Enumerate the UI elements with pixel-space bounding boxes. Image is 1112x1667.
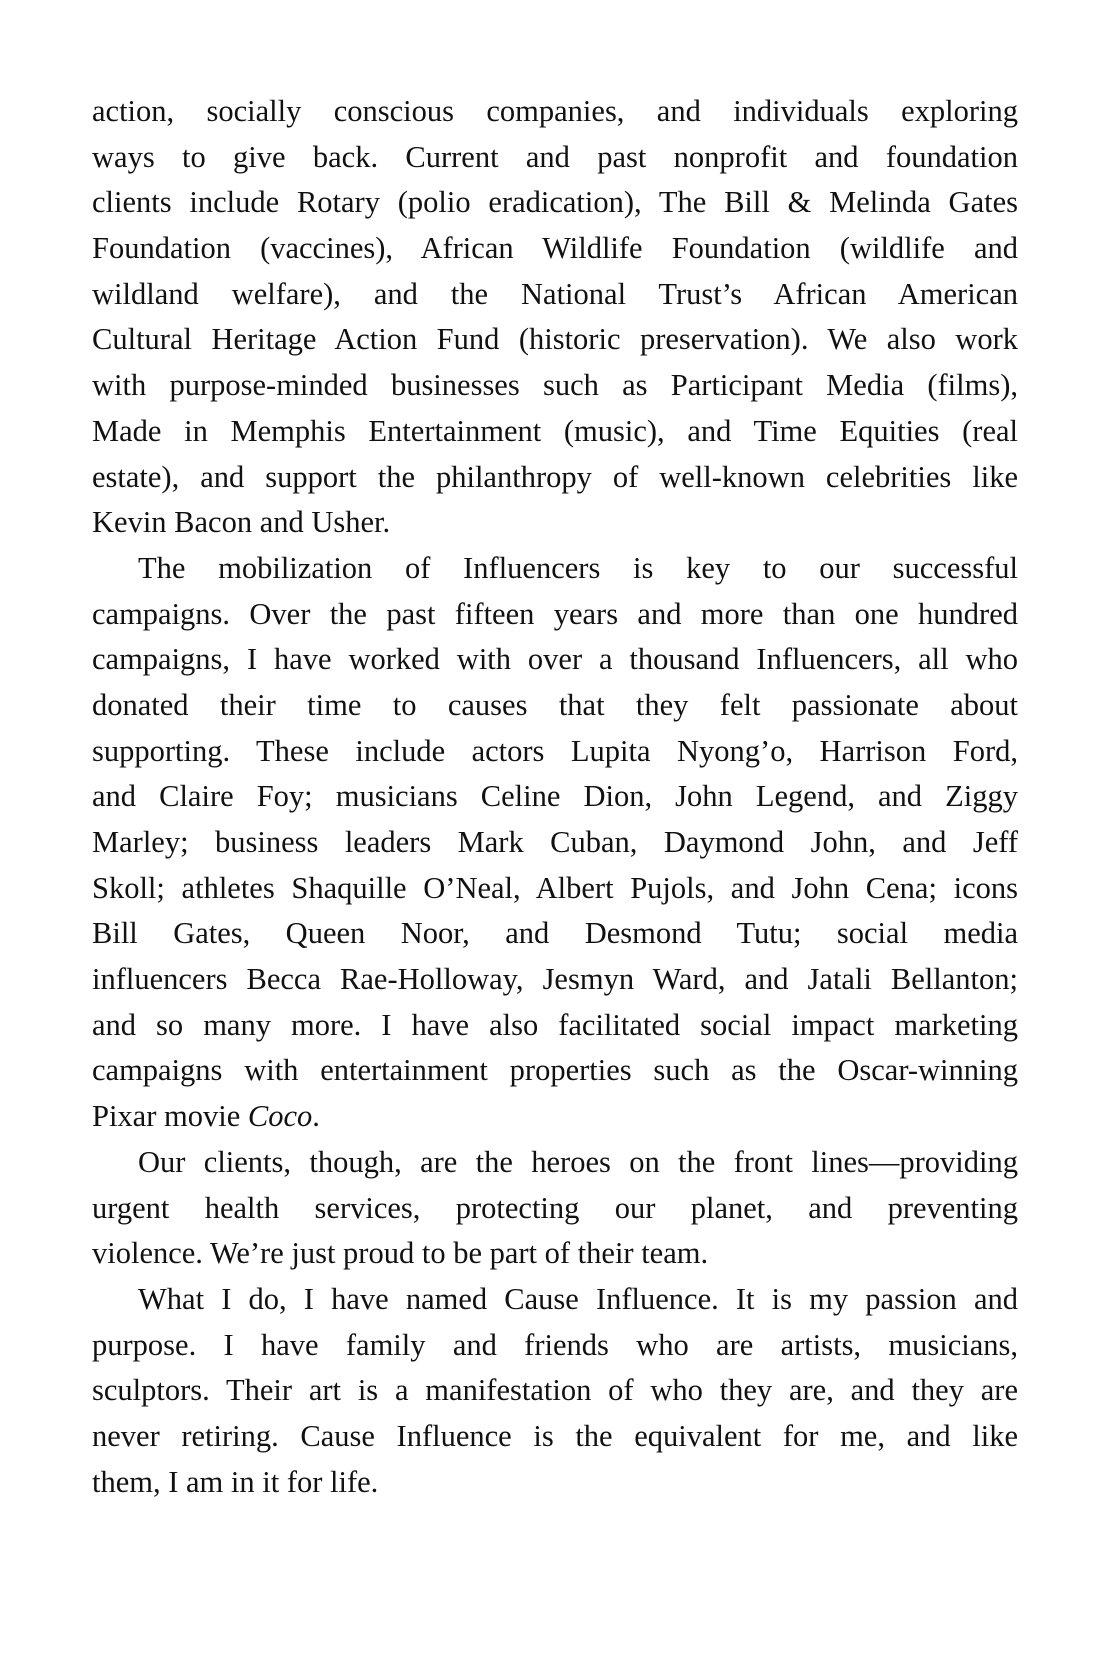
text-line: campaigns, I have worked with over a thousand Influencers, all who [92, 642, 1018, 677]
text-fragment: . [312, 1099, 320, 1134]
text-line: Bill Gates, Queen Noor, and Desmond Tutu; social media [92, 916, 1018, 951]
text-line: supporting. These include actors Lupita Nyong’o, Harrison Ford, [92, 733, 1018, 768]
text-line: influencers Becca Rae-Holloway, Jesmyn Ward, and Jatali Bellanton; [92, 962, 1018, 997]
text-line: Cultural Heritage Action Fund (historic preservation). We also work [92, 322, 1018, 357]
book-page [92, 89, 1018, 1505]
text-line: never retiring. Cause Influence is the equivalent for me, and like [92, 1418, 1018, 1453]
text-line: and Claire Foy; musicians Celine Dion, John Legend, and Ziggy [92, 779, 1018, 814]
text-line: Skoll; athletes Shaquille O’Neal, Albert Pujols, and John Cena; icons [92, 870, 1018, 905]
text-line: action, socially conscious companies, and individuals exploring [92, 94, 1018, 128]
text-line: Kevin Bacon and Usher. [92, 505, 391, 540]
text-line: Made in Memphis Entertainment (music), and Time Equities (real [92, 413, 1018, 448]
text-line: clients include Rotary (polio eradication), The Bill & Melinda Gates [92, 185, 1018, 220]
paragraph-cause-influence [92, 1277, 1018, 1505]
text-line: Marley; business leaders Mark Cuban, Daymond John, and Jeff [92, 825, 1018, 859]
movie-title: Coco [247, 1099, 313, 1134]
paragraph-influencers [92, 546, 1018, 1140]
paragraph-heroes [92, 1140, 1018, 1277]
text-line: estate), and support the philanthropy of well-known celebrities like [92, 459, 1018, 494]
text-line: urgent health services, protecting our planet, and preventing [92, 1190, 1018, 1225]
text-line: ways to give back. Current and past nonprofit and foundation [92, 139, 1018, 174]
text-line: wildland welfare), and the National Trust’s African American [92, 276, 1018, 311]
text-line: donated their time to causes that they felt passionate about [92, 687, 1018, 722]
text-line: Our clients, though, are the heroes on the front lines—providing [138, 1144, 1018, 1179]
text-line: violence. We’re just proud to be part of their team. [92, 1236, 709, 1271]
text-line: Foundation (vaccines), African Wildlife Foundation (wildlife and [92, 231, 1018, 266]
text-line: What I do, I have named Cause Influence. It is my passion and [138, 1281, 1018, 1316]
text-line [92, 1094, 1018, 1140]
text-line: and so many more. I have also facilitated social impact marketing [92, 1007, 1018, 1042]
text-line: purpose. I have family and friends who are artists, musicians, [92, 1327, 1018, 1362]
text-line: them, I am in it for life. [92, 1464, 379, 1499]
paragraph-clients [92, 89, 1018, 546]
text-fragment: Pixar movie [92, 1099, 248, 1134]
text-line: with purpose-minded businesses such as Participant Media (films), [92, 368, 1018, 403]
text-line: campaigns. Over the past fifteen years and more than one hundred [92, 596, 1018, 631]
text-line: sculptors. Their art is a manifestation of who they are, and they are [92, 1373, 1018, 1408]
text-line: The mobilization of Influencers is key to our successful [138, 550, 1018, 585]
text-line: campaigns with entertainment properties such as the Oscar-winning [92, 1053, 1018, 1088]
